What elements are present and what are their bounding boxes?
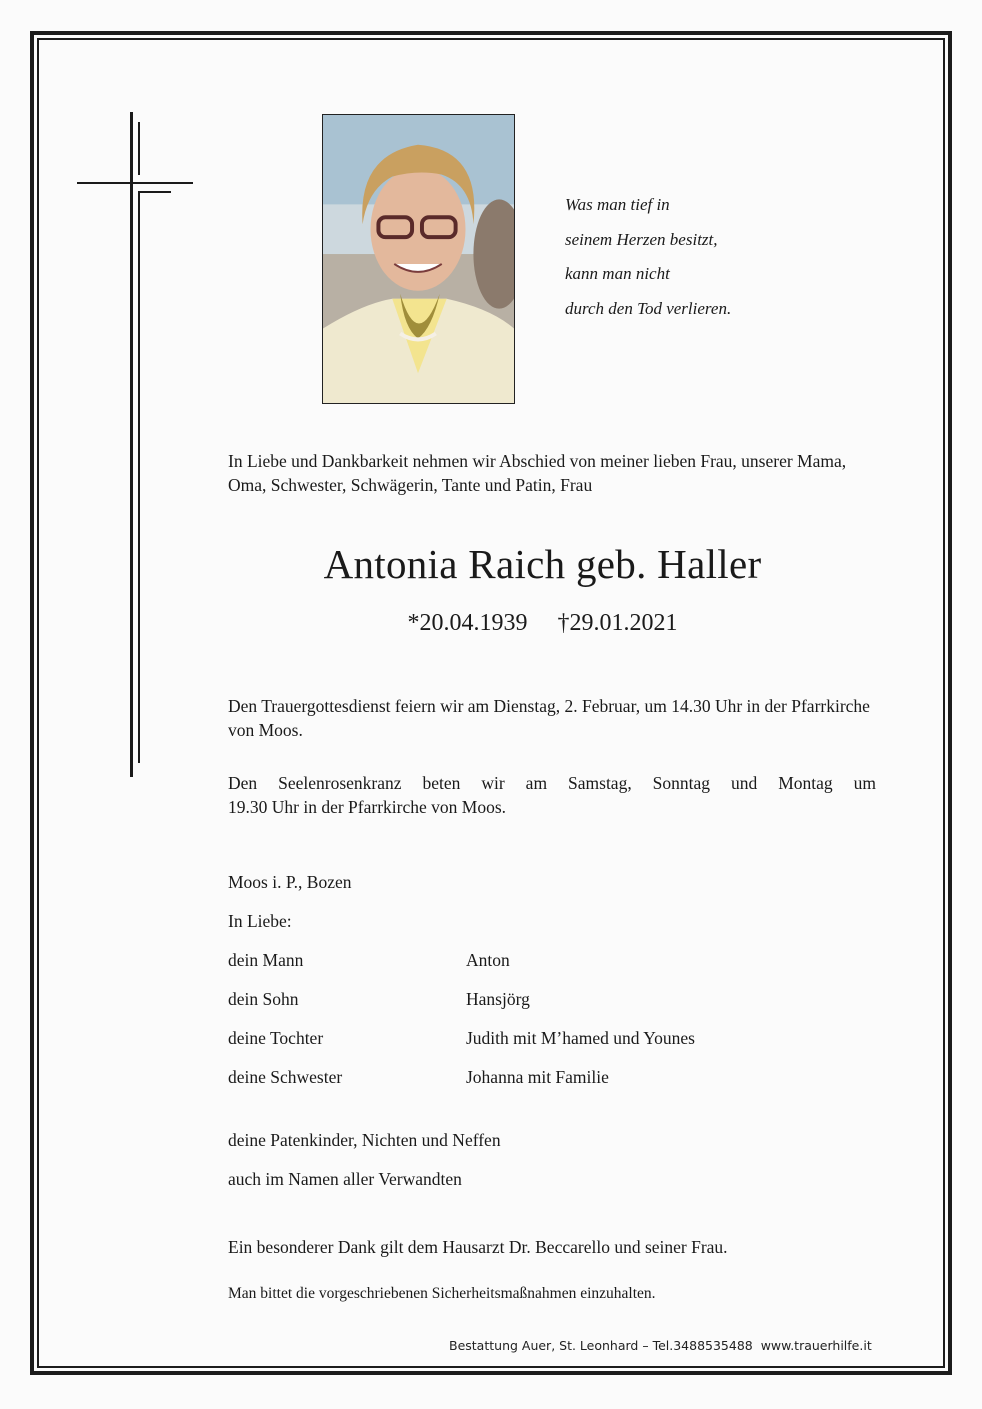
safety-notice: Man bittet die vorgeschriebenen Sicherheitsmaßnahmen einzuhalten. xyxy=(228,1285,656,1302)
cross-upper-accent xyxy=(138,122,140,175)
deceased-name: Antonia Raich geb. Haller xyxy=(323,541,762,587)
quote-line: kann man nicht xyxy=(565,264,670,283)
rosary-text xyxy=(228,771,876,819)
quote-line: durch den Tod verlieren. xyxy=(565,298,732,318)
quote xyxy=(565,188,731,326)
family-list xyxy=(228,950,695,1106)
family-relation: dein Sohn xyxy=(228,989,299,1009)
thanks-text: Ein besonderer Dank gilt dem Hausarzt Dr. Beccarello und seiner Frau. xyxy=(228,1237,728,1257)
rosary-line-2: 19.30 Uhr in der Pfarrkirche von Moos. xyxy=(228,797,507,817)
family-relation: deine Schwester xyxy=(228,1067,343,1087)
in-love-label: In Liebe: xyxy=(228,911,292,931)
cross-beam-accent xyxy=(138,191,171,193)
cross-beam xyxy=(77,182,193,184)
cross-lower-accent xyxy=(138,191,140,763)
family-row xyxy=(228,1067,695,1106)
other-mourners: auch im Namen aller Verwandten xyxy=(228,1169,462,1189)
family-names: Hansjörg xyxy=(466,989,530,1009)
intro-text: In Liebe und Dankbarkeit nehmen wir Abschied von meiner lieben Frau, unserer Mama, Oma, Schwester, Schwägerin, Tante und Patin, Frau xyxy=(228,451,847,495)
family-row xyxy=(228,950,695,989)
family-names: Johanna mit Familie xyxy=(466,1067,609,1087)
quote-line: Was man tief in xyxy=(565,195,670,214)
funeral-service-text: Den Trauergottesdienst feiern wir am Dienstag, 2. Februar, um 14.30 Uhr in der Pfarrkirche von Moos. xyxy=(228,696,870,740)
family-row xyxy=(228,1028,695,1067)
death-date: †29.01.2021 xyxy=(557,610,678,636)
quote-line: seinem Herzen besitzt, xyxy=(565,229,718,249)
other-mourners: deine Patenkinder, Nichten und Neffen xyxy=(228,1130,501,1150)
rosary-line-1: Den Seelenrosenkranz beten wir am Samstag, Sonntag und Montag um xyxy=(228,773,876,793)
family-relation: dein Mann xyxy=(228,950,304,970)
funeral-home-footer: Bestattung Auer, St. Leonhard – Tel.3488535488 www.trauerhilfe.it xyxy=(449,1338,872,1353)
place: Moos i. P., Bozen xyxy=(228,872,352,892)
family-row xyxy=(228,989,695,1028)
family-names: Judith mit M’hamed und Younes xyxy=(466,1028,695,1048)
family-relation: deine Tochter xyxy=(228,1028,324,1048)
family-names: Anton xyxy=(466,950,510,970)
birth-date: *20.04.1939 xyxy=(407,610,528,636)
cross-main-vertical xyxy=(130,112,133,777)
portrait-photo xyxy=(322,114,515,404)
life-dates xyxy=(0,610,982,637)
